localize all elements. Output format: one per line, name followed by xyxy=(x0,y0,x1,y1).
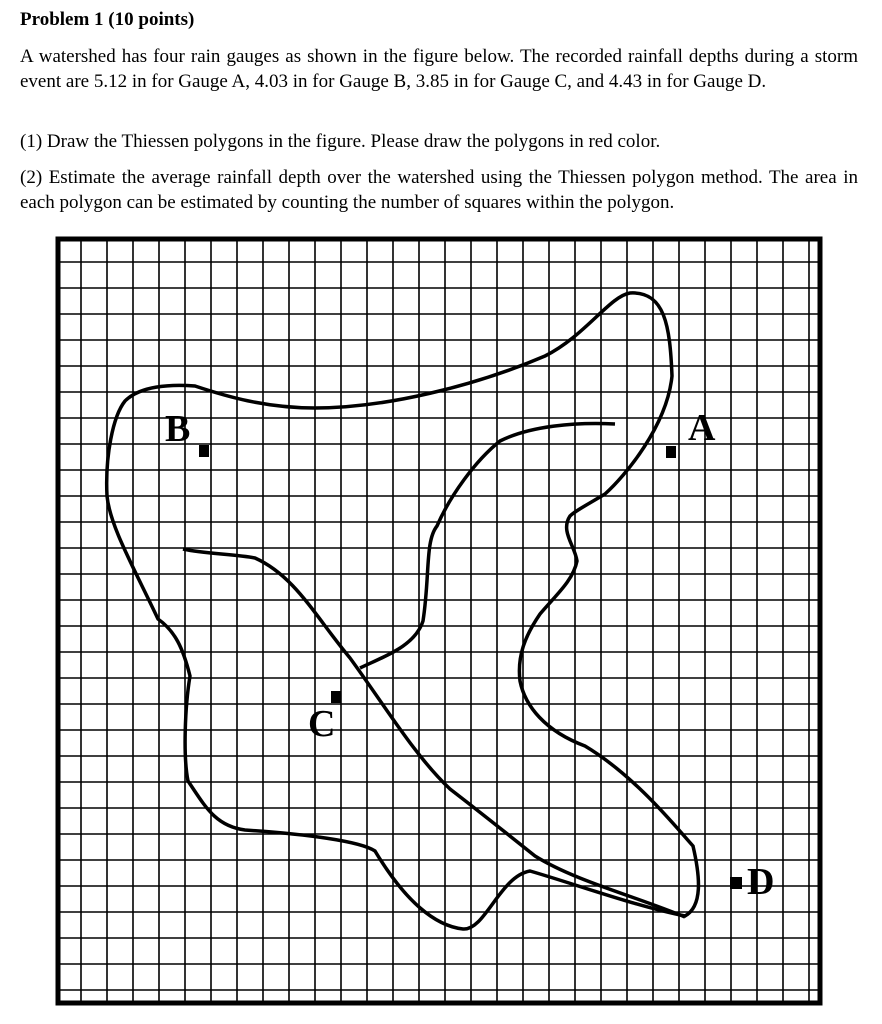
gauge-a-marker xyxy=(666,446,676,458)
grid xyxy=(58,239,820,1003)
gauge-a xyxy=(666,407,716,458)
problem-title: Problem 1 (10 points) xyxy=(20,9,195,30)
question-2: (2) Estimate the average rainfall depth over the watershed using the Thiessen polygon method. The area in each polygon can be estimated by counting the number of squares within the polygon. xyxy=(20,167,858,213)
gauge-c-marker xyxy=(331,691,341,703)
gauge-d-marker xyxy=(730,877,742,889)
gauge-c xyxy=(308,691,341,745)
watershed-figure xyxy=(55,236,823,1006)
gauge-b-label: B xyxy=(165,408,191,450)
gauge-d xyxy=(730,861,774,903)
gauge-a-label: A xyxy=(688,407,716,449)
gauge-b-marker xyxy=(199,445,209,457)
problem-intro: A watershed has four rain gauges as shown in the figure below. The recorded rainfall depths during a storm event are 5.12 in for Gauge A, 4.03 in for Gauge B, 3.85 in for Gauge C, and 4.43 in for Gauge D. xyxy=(20,46,858,92)
stream-branch xyxy=(360,424,615,668)
gauge-d-label: D xyxy=(747,861,775,903)
stream-main xyxy=(183,549,685,917)
gauge-b xyxy=(165,408,209,457)
gauge-c-label: C xyxy=(308,703,336,745)
question-1: (1) Draw the Thiessen polygons in the figure. Please draw the polygons in red color. xyxy=(20,131,661,152)
